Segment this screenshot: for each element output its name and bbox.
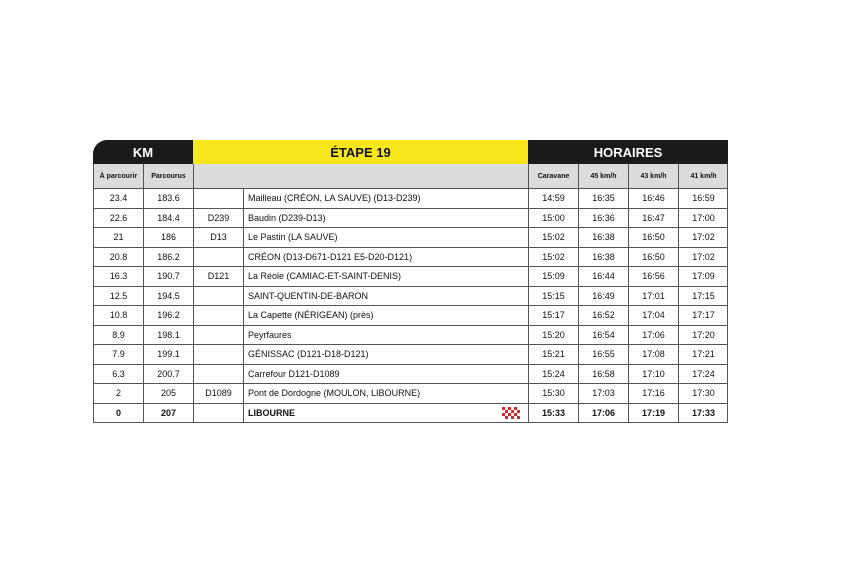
place-name: La Capette (NÉRIGEAN) (près) bbox=[244, 306, 529, 325]
time-45kmh: 16:38 bbox=[579, 248, 629, 267]
time-45kmh: 16:35 bbox=[579, 189, 629, 208]
km-covered: 198.1 bbox=[144, 326, 194, 345]
time-45kmh: 16:44 bbox=[579, 267, 629, 286]
km-remaining: 2 bbox=[94, 384, 144, 403]
km-remaining: 10.8 bbox=[94, 306, 144, 325]
km-covered: 207 bbox=[144, 404, 194, 423]
time-43kmh: 17:19 bbox=[629, 404, 679, 423]
table-row bbox=[93, 326, 728, 346]
place-name: La Réole (CAMIAC-ET-SAINT-DENIS) bbox=[244, 267, 529, 286]
km-covered: 183.6 bbox=[144, 189, 194, 208]
time-43kmh: 16:46 bbox=[629, 189, 679, 208]
col-remaining: À parcourir bbox=[94, 164, 144, 188]
road-number bbox=[194, 365, 244, 384]
road-number: D121 bbox=[194, 267, 244, 286]
caravane-time: 15:20 bbox=[529, 326, 579, 345]
km-remaining: 21 bbox=[94, 228, 144, 247]
caravane-time: 15:17 bbox=[529, 306, 579, 325]
table-header bbox=[93, 140, 728, 164]
col-45kmh: 45 km/h bbox=[579, 164, 629, 188]
km-covered: 199.1 bbox=[144, 345, 194, 364]
road-number bbox=[194, 287, 244, 306]
place-name: Baudin (D239-D13) bbox=[244, 209, 529, 228]
caravane-time: 14:59 bbox=[529, 189, 579, 208]
km-remaining: 22.6 bbox=[94, 209, 144, 228]
time-45kmh: 17:03 bbox=[579, 384, 629, 403]
time-41kmh: 17:00 bbox=[692, 212, 715, 223]
caravane-time: 15:33 bbox=[529, 404, 579, 423]
road-number bbox=[194, 189, 244, 208]
col-caravane: Caravane bbox=[529, 164, 579, 188]
km-remaining: 8.9 bbox=[94, 326, 144, 345]
table-row bbox=[93, 267, 728, 287]
km-remaining: 16.3 bbox=[94, 267, 144, 286]
table-row bbox=[93, 384, 728, 404]
road-number: D13 bbox=[194, 228, 244, 247]
table-row bbox=[93, 345, 728, 365]
time-41kmh: 17:17 bbox=[692, 310, 715, 321]
caravane-time: 15:02 bbox=[529, 228, 579, 247]
time-43kmh: 17:06 bbox=[629, 326, 679, 345]
km-covered: 205 bbox=[144, 384, 194, 403]
km-remaining: 6.3 bbox=[94, 365, 144, 384]
place-name: Mailleau (CRÉON, LA SAUVE) (D13-D239) bbox=[244, 189, 529, 208]
place-name: Peyrfaures bbox=[244, 326, 529, 345]
col-41kmh: 41 km/h bbox=[690, 172, 717, 180]
time-43kmh: 16:50 bbox=[629, 228, 679, 247]
time-43kmh: 17:08 bbox=[629, 345, 679, 364]
schedule-header: HORAIRES bbox=[528, 140, 728, 164]
caravane-time: 15:30 bbox=[529, 384, 579, 403]
km-covered: 194.5 bbox=[144, 287, 194, 306]
km-header: KM bbox=[93, 140, 193, 164]
caravane-time: 15:21 bbox=[529, 345, 579, 364]
time-41kmh: 16:59 bbox=[692, 193, 715, 204]
time-45kmh: 16:54 bbox=[579, 326, 629, 345]
col-place-blank bbox=[244, 164, 529, 188]
road-number bbox=[194, 345, 244, 364]
km-remaining: 7.9 bbox=[94, 345, 144, 364]
time-43kmh: 17:04 bbox=[629, 306, 679, 325]
col-43kmh: 43 km/h bbox=[629, 164, 679, 188]
time-43kmh: 16:50 bbox=[629, 248, 679, 267]
road-number: D1089 bbox=[194, 384, 244, 403]
time-41kmh: 17:02 bbox=[692, 251, 715, 262]
table-row bbox=[93, 228, 728, 248]
km-covered: 200.7 bbox=[144, 365, 194, 384]
table-row bbox=[93, 365, 728, 385]
time-41kmh: 17:21 bbox=[692, 349, 715, 360]
table-row bbox=[93, 189, 728, 209]
table-body bbox=[93, 189, 728, 423]
place-name: GÉNISSAC (D121-D18-D121) bbox=[244, 345, 529, 364]
place-name: SAINT-QUENTIN-DE-BARON bbox=[244, 287, 529, 306]
place-name: Carrefour D121-D1089 bbox=[244, 365, 529, 384]
time-43kmh: 17:01 bbox=[629, 287, 679, 306]
road-number bbox=[194, 404, 244, 423]
time-43kmh: 16:56 bbox=[629, 267, 679, 286]
km-remaining: 0 bbox=[94, 404, 144, 423]
caravane-time: 15:15 bbox=[529, 287, 579, 306]
km-remaining: 23.4 bbox=[94, 189, 144, 208]
place-name: LIBOURNE bbox=[244, 404, 529, 423]
time-43kmh: 17:10 bbox=[629, 365, 679, 384]
place-name: CRÉON (D13-D671-D121 E5-D20-D121) bbox=[244, 248, 529, 267]
km-covered: 190.7 bbox=[144, 267, 194, 286]
table-row bbox=[93, 404, 728, 424]
table-row bbox=[93, 248, 728, 268]
caravane-time: 15:00 bbox=[529, 209, 579, 228]
time-41kmh: 17:20 bbox=[692, 329, 715, 340]
time-45kmh: 16:52 bbox=[579, 306, 629, 325]
table-row bbox=[93, 306, 728, 326]
km-covered: 184.4 bbox=[144, 209, 194, 228]
km-covered: 186 bbox=[144, 228, 194, 247]
checkered-flag-icon bbox=[502, 407, 520, 419]
time-45kmh: 16:36 bbox=[579, 209, 629, 228]
table-row bbox=[93, 287, 728, 307]
caravane-time: 15:09 bbox=[529, 267, 579, 286]
road-number bbox=[194, 306, 244, 325]
km-covered: 186.2 bbox=[144, 248, 194, 267]
col-route-blank bbox=[194, 164, 244, 188]
place-name: Le Pastin (LA SAUVE) bbox=[244, 228, 529, 247]
time-41kmh: 17:15 bbox=[692, 290, 715, 301]
time-41kmh: 17:02 bbox=[692, 232, 715, 243]
road-number bbox=[194, 326, 244, 345]
column-subheader bbox=[93, 164, 728, 189]
km-covered: 196.2 bbox=[144, 306, 194, 325]
time-45kmh: 17:06 bbox=[579, 404, 629, 423]
caravane-time: 15:24 bbox=[529, 365, 579, 384]
stage-title: ÉTAPE 19 bbox=[193, 140, 528, 164]
road-number: D239 bbox=[194, 209, 244, 228]
caravane-time: 15:02 bbox=[529, 248, 579, 267]
road-number bbox=[194, 248, 244, 267]
stage-timetable bbox=[93, 140, 728, 423]
km-remaining: 12.5 bbox=[94, 287, 144, 306]
col-covered: Parcourus bbox=[144, 164, 194, 188]
time-43kmh: 16:47 bbox=[629, 209, 679, 228]
time-45kmh: 16:55 bbox=[579, 345, 629, 364]
table-row bbox=[93, 209, 728, 229]
time-41kmh: 17:33 bbox=[691, 407, 716, 418]
time-45kmh: 16:49 bbox=[579, 287, 629, 306]
time-41kmh: 17:09 bbox=[692, 271, 715, 282]
time-41kmh: 17:24 bbox=[692, 368, 715, 379]
time-45kmh: 16:58 bbox=[579, 365, 629, 384]
time-41kmh: 17:30 bbox=[692, 388, 715, 399]
time-45kmh: 16:38 bbox=[579, 228, 629, 247]
time-43kmh: 17:16 bbox=[629, 384, 679, 403]
km-remaining: 20.8 bbox=[94, 248, 144, 267]
place-name: Pont de Dordogne (MOULON, LIBOURNE) bbox=[244, 384, 529, 403]
